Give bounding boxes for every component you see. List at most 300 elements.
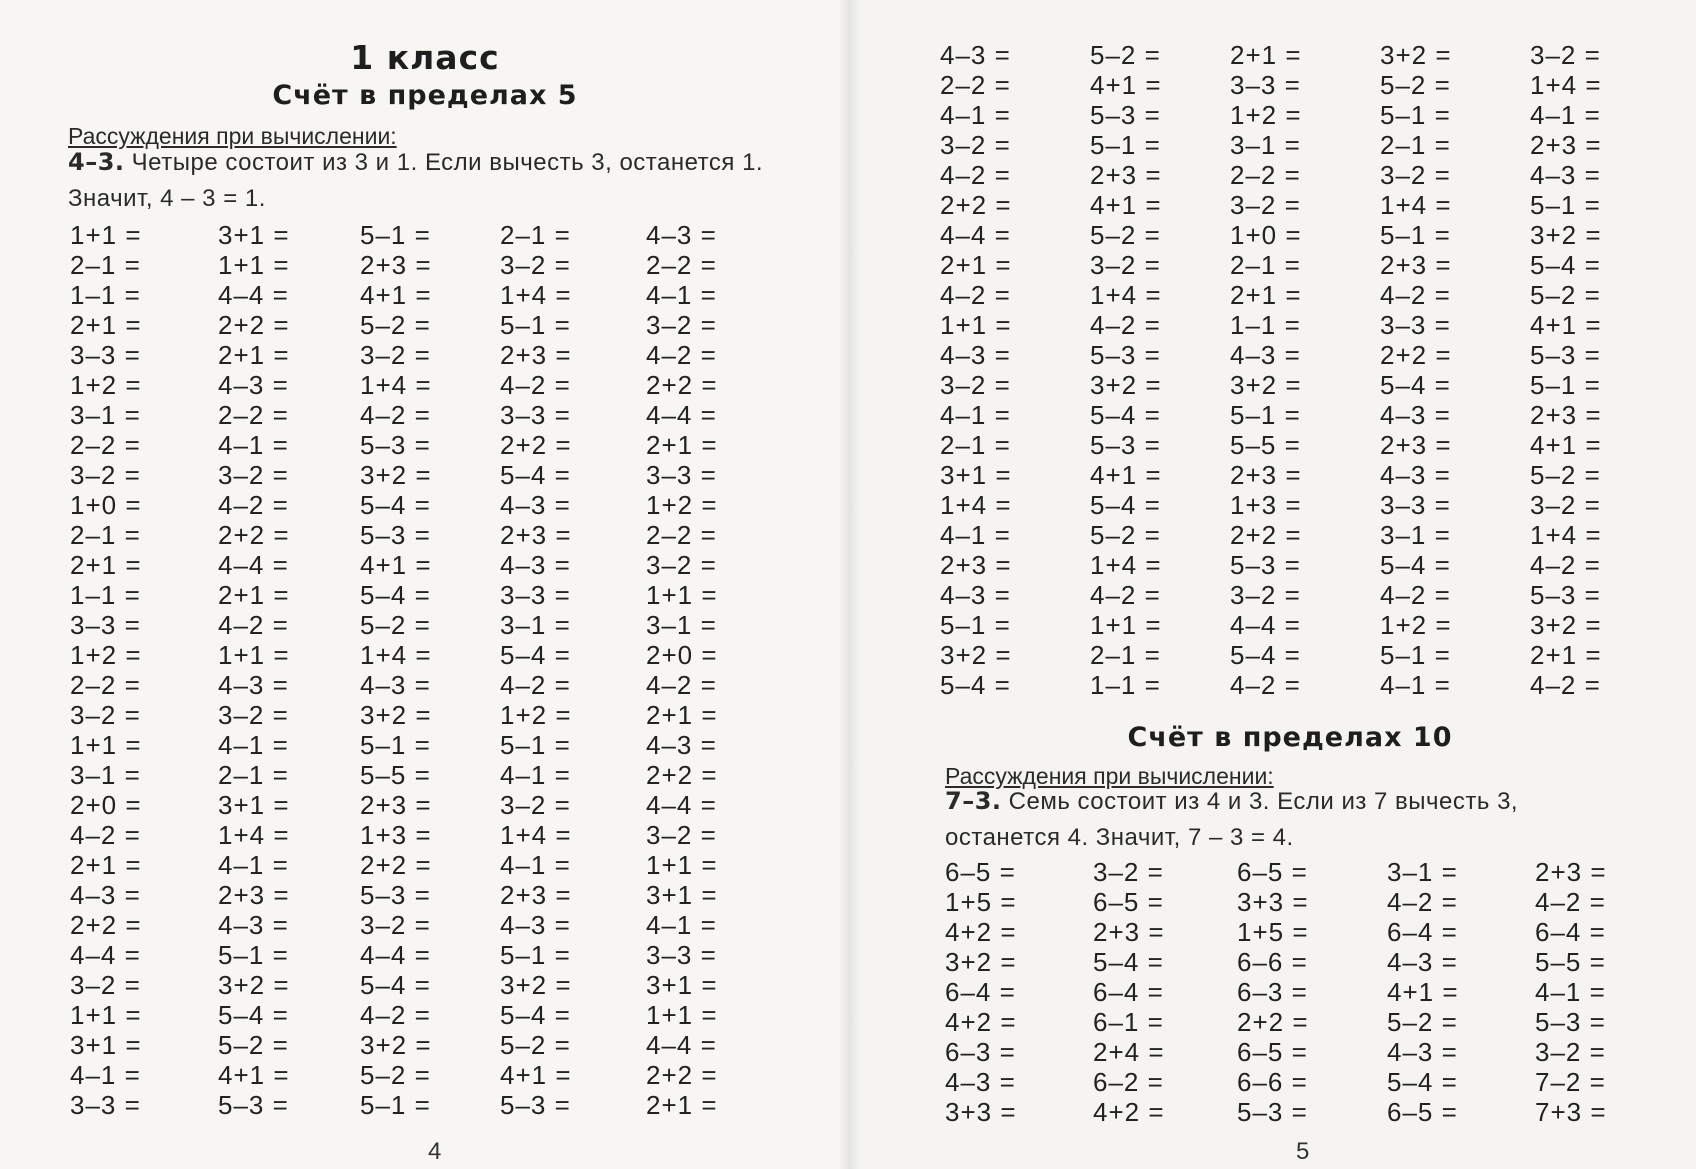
exercise-item: 2+2 = [360, 850, 432, 880]
exercise-item: 4–1 = [1380, 670, 1451, 700]
exercise-item: 1+1 = [646, 580, 718, 610]
exercise-item: 2+3 = [1530, 400, 1602, 430]
exercise-item: 3–2 = [218, 700, 289, 730]
reasoning-example [68, 144, 788, 217]
exercise-item: 4–1 = [1530, 100, 1601, 130]
exercise-item: 5–2 = [218, 1030, 289, 1060]
exercise-item: 5–4 = [1380, 550, 1451, 580]
exercise-item: 1+4 = [218, 820, 290, 850]
grade-title: 1 класс [350, 38, 500, 77]
exercise-item: 3+2 = [940, 640, 1012, 670]
exercise-item: 2–1 = [1090, 640, 1161, 670]
exercise-item: 5–1 = [500, 940, 571, 970]
exercise-item: 6–3 = [945, 1037, 1016, 1067]
exercise-item: 3–3 = [646, 940, 717, 970]
exercise-item: 1+1 = [70, 1000, 142, 1030]
exercise-item: 6–1 = [1093, 1007, 1164, 1037]
exercise-item: 2+3 = [1093, 917, 1165, 947]
exercise-item: 4–2 = [1535, 887, 1606, 917]
exercise-item: 2+1 = [1230, 280, 1302, 310]
exercise-item: 5–1 = [1090, 130, 1161, 160]
exercise-item: 2–2 = [646, 250, 717, 280]
exercise-item: 3–1 = [1387, 857, 1458, 887]
exercise-item: 3–1 = [1230, 130, 1301, 160]
exercise-item: 4–2 = [1530, 670, 1601, 700]
exercise-item: 4–2 = [1380, 280, 1451, 310]
exercise-item: 5–3 = [1230, 550, 1301, 580]
exercise-item: 2+2 = [1380, 340, 1452, 370]
exercise-item: 3–2 = [1090, 250, 1161, 280]
exercise-item: 5–4 = [1380, 370, 1451, 400]
exercise-column [500, 220, 572, 1120]
exercise-item: 4–3 = [500, 910, 571, 940]
exercise-item: 5–3 = [1530, 340, 1601, 370]
exercise-item: 4+1 = [1387, 977, 1459, 1007]
exercise-item: 4–3 = [1387, 1037, 1458, 1067]
exercise-item: 5–3 = [500, 1090, 571, 1120]
exercise-item: 1–1 = [70, 580, 141, 610]
exercise-column [1387, 857, 1459, 1127]
exercise-item: 3+2 = [360, 460, 432, 490]
exercise-item: 5–4 = [1387, 1067, 1458, 1097]
exercise-column [360, 220, 432, 1120]
exercise-item: 3–2 = [360, 340, 431, 370]
exercise-item: 5–3 = [360, 880, 431, 910]
exercise-item: 4+1 = [218, 1060, 290, 1090]
exercise-item: 2+3 = [1380, 430, 1452, 460]
exercise-item: 2+3 = [1230, 460, 1302, 490]
exercise-item: 5–1 = [1530, 190, 1601, 220]
example-explanation: Четыре состоит из 3 и 1. Если вычесть 3, останется 1. Значит, 4 – 3 = 1. [68, 149, 764, 212]
exercise-item: 5–3 = [1237, 1097, 1308, 1127]
exercise-item: 2+4 = [1093, 1037, 1165, 1067]
exercise-column [940, 40, 1012, 700]
exercise-item: 5–4 = [360, 970, 431, 1000]
exercise-item: 2+1 = [70, 850, 142, 880]
exercise-item: 2+1 = [646, 430, 718, 460]
exercise-item: 4–4 = [646, 400, 717, 430]
exercise-item: 4–2 = [1230, 670, 1301, 700]
exercise-item: 1+2 = [70, 640, 142, 670]
exercise-item: 2–1 = [1230, 250, 1301, 280]
exercise-item: 3+1 = [218, 790, 290, 820]
exercise-item: 6–6 = [1237, 1067, 1308, 1097]
exercise-item: 1+4 = [1380, 190, 1452, 220]
exercise-item: 5–2 = [1530, 460, 1601, 490]
exercise-item: 5–1 = [360, 1090, 431, 1120]
exercise-item: 4–3 = [500, 550, 571, 580]
exercise-item: 3+1 = [940, 460, 1012, 490]
exercise-item: 2+3 = [1530, 130, 1602, 160]
exercise-item: 6–5 = [945, 857, 1016, 887]
exercise-column [1380, 40, 1452, 700]
exercise-item: 3–2 = [646, 310, 717, 340]
exercise-item: 4–1 = [500, 760, 571, 790]
exercise-column [1230, 40, 1302, 700]
exercise-item: 3–2 = [70, 700, 141, 730]
exercise-item: 2+2 = [940, 190, 1012, 220]
exercise-item: 2–1 = [70, 250, 141, 280]
exercise-column [646, 220, 718, 1120]
exercise-item: 4–2 = [1090, 310, 1161, 340]
exercise-item: 3–1 = [1380, 520, 1451, 550]
exercise-item: 1+1 = [940, 310, 1012, 340]
example-expression: 7–3. [945, 787, 1002, 815]
exercise-item: 2+2 = [218, 310, 290, 340]
exercise-item: 1+4 = [360, 370, 432, 400]
exercise-item: 1+4 = [1530, 70, 1602, 100]
exercise-item: 4+2 = [1093, 1097, 1165, 1127]
exercise-item: 4–3 = [646, 220, 717, 250]
exercise-item: 5–4 = [1530, 250, 1601, 280]
exercise-item: 4+1 = [360, 550, 432, 580]
exercise-item: 3–2 = [70, 970, 141, 1000]
exercise-item: 3+1 = [646, 880, 718, 910]
exercise-item: 5–1 = [940, 610, 1011, 640]
exercise-item: 3–2 = [1380, 160, 1451, 190]
exercise-item: 4–4 = [70, 940, 141, 970]
exercise-item: 2–2 = [70, 670, 141, 700]
exercise-item: 4–1 = [218, 430, 289, 460]
exercise-column [945, 857, 1017, 1127]
exercise-item: 2+3 = [940, 550, 1012, 580]
exercise-item: 1+4 = [1090, 280, 1162, 310]
exercise-column [1530, 40, 1602, 700]
exercise-item: 2+3 = [360, 790, 432, 820]
exercise-item: 2–2 = [646, 520, 717, 550]
exercise-item: 3+2 = [360, 700, 432, 730]
exercise-column [218, 220, 290, 1120]
exercise-item: 4–3 = [1230, 340, 1301, 370]
exercise-item: 3+3 = [1237, 887, 1309, 917]
exercise-item: 1+2 = [500, 700, 572, 730]
exercise-item: 5–2 = [360, 1060, 431, 1090]
exercise-item: 5–5 = [1535, 947, 1606, 977]
exercise-item: 5–3 = [360, 520, 431, 550]
exercise-item: 1+1 = [646, 850, 718, 880]
exercise-item: 5–1 = [360, 730, 431, 760]
exercise-item: 4–4 = [646, 1030, 717, 1060]
exercise-item: 2+1 = [1230, 40, 1302, 70]
exercise-item: 3+2 = [945, 947, 1017, 977]
exercise-item: 5–3 = [1530, 580, 1601, 610]
exercise-item: 5–2 = [1387, 1007, 1458, 1037]
exercise-item: 2–1 = [940, 430, 1011, 460]
reasoning-label: Рассуждения при вычислении: [68, 123, 397, 149]
exercise-item: 2–2 = [940, 70, 1011, 100]
exercise-item: 4–2 = [218, 490, 289, 520]
exercise-item: 3–3 = [646, 460, 717, 490]
exercise-item: 5–4 = [500, 640, 571, 670]
exercise-item: 2+2 = [646, 1060, 718, 1090]
exercise-item: 4–3 = [500, 490, 571, 520]
exercise-item: 4–2 = [70, 820, 141, 850]
exercise-item: 3+2 = [1230, 370, 1302, 400]
exercise-item: 4–2 = [1090, 580, 1161, 610]
exercise-item: 6–3 = [1237, 977, 1308, 1007]
exercise-item: 5–2 = [1090, 40, 1161, 70]
exercise-item: 5–1 = [1380, 100, 1451, 130]
exercise-item: 5–3 = [218, 1090, 289, 1120]
exercise-item: 3–1 = [70, 400, 141, 430]
exercise-item: 5–4 = [1093, 947, 1164, 977]
exercise-item: 3+2 = [360, 1030, 432, 1060]
exercise-item: 5–2 = [360, 610, 431, 640]
exercise-item: 4–3 = [945, 1067, 1016, 1097]
exercise-item: 2–1 = [1380, 130, 1451, 160]
exercise-item: 2+1 = [70, 310, 142, 340]
exercise-item: 1–1 = [1230, 310, 1301, 340]
exercise-item: 2+2 = [218, 520, 290, 550]
exercise-item: 3–3 = [500, 580, 571, 610]
exercise-item: 5–1 = [218, 940, 289, 970]
exercise-item: 5–1 = [500, 310, 571, 340]
exercise-item: 2+1 = [646, 700, 718, 730]
exercise-item: 3–3 = [1380, 490, 1451, 520]
exercise-item: 5–3 = [1090, 100, 1161, 130]
exercise-item: 3+2 = [1530, 610, 1602, 640]
exercise-item: 2–2 = [70, 430, 141, 460]
exercise-item: 2–1 = [70, 520, 141, 550]
exercise-item: 3+1 = [646, 970, 718, 1000]
exercise-item: 5–2 = [1090, 220, 1161, 250]
exercise-item: 5–4 = [360, 490, 431, 520]
page-number: 5 [1296, 1138, 1310, 1165]
exercise-item: 4–4 = [360, 940, 431, 970]
exercise-item: 1+0 = [70, 490, 142, 520]
exercise-item: 4+1 = [360, 280, 432, 310]
exercise-item: 2+0 = [70, 790, 142, 820]
exercise-item: 3–3 = [70, 610, 141, 640]
exercise-item: 5–2 = [500, 1030, 571, 1060]
exercise-item: 3–1 = [500, 610, 571, 640]
exercise-column [1090, 40, 1162, 700]
exercise-item: 5–1 = [1530, 370, 1601, 400]
exercise-item: 2–2 = [218, 400, 289, 430]
exercise-item: 2+3 = [218, 880, 290, 910]
exercise-item: 4–1 = [646, 280, 717, 310]
exercise-item: 4–2 = [646, 340, 717, 370]
exercise-item: 2+1 = [218, 580, 290, 610]
example-expression: 4–3. [68, 148, 125, 176]
exercise-item: 4–3 = [940, 40, 1011, 70]
exercise-item: 2+0 = [646, 640, 718, 670]
exercise-item: 3–3 = [70, 340, 141, 370]
exercise-item: 3–2 = [1230, 190, 1301, 220]
exercise-item: 7–2 = [1535, 1067, 1606, 1097]
exercise-item: 1+4 = [1530, 520, 1602, 550]
exercise-item: 2+1 = [646, 1090, 718, 1120]
exercise-item: 4–3 = [70, 880, 141, 910]
exercise-item: 2+1 = [218, 340, 290, 370]
exercise-item: 2+2 = [1237, 1007, 1309, 1037]
exercise-item: 2–1 = [500, 220, 571, 250]
exercise-item: 1+4 = [1090, 550, 1162, 580]
exercise-item: 2+3 = [1535, 857, 1607, 887]
exercise-item: 4–1 = [1535, 977, 1606, 1007]
exercise-item: 2+2 = [70, 910, 142, 940]
exercise-item: 3–2 = [940, 370, 1011, 400]
exercise-item: 3–2 = [500, 250, 571, 280]
exercise-item: 4+1 = [1090, 190, 1162, 220]
exercise-item: 3–3 = [1230, 70, 1301, 100]
exercise-item: 4–3 = [218, 370, 289, 400]
book-spine [838, 0, 860, 1169]
page-number: 4 [428, 1138, 442, 1165]
reasoning-label: Рассуждения при вычислении: [945, 763, 1274, 789]
exercise-item: 4+1 = [1090, 460, 1162, 490]
exercise-item: 3–2 = [70, 460, 141, 490]
exercise-item: 4–1 = [500, 850, 571, 880]
exercise-item: 6–5 = [1237, 1037, 1308, 1067]
exercise-item: 1+5 = [1237, 917, 1309, 947]
exercise-item: 1+1 = [646, 1000, 718, 1030]
exercise-item: 5–4 = [218, 1000, 289, 1030]
exercise-item: 4–3 = [1387, 947, 1458, 977]
exercise-item: 3–2 = [1530, 40, 1601, 70]
exercise-item: 3–2 = [1530, 490, 1601, 520]
exercise-item: 1+4 = [940, 490, 1012, 520]
exercise-item: 7+3 = [1535, 1097, 1607, 1127]
exercise-item: 4+2 = [945, 1007, 1017, 1037]
exercise-item: 6–6 = [1237, 947, 1308, 977]
exercise-item: 1+2 = [1230, 100, 1302, 130]
exercise-item: 4–3 = [218, 910, 289, 940]
exercise-item: 4+1 = [1530, 430, 1602, 460]
exercise-item: 1–1 = [70, 280, 141, 310]
exercise-item: 4–4 = [1230, 610, 1301, 640]
exercise-item: 4–2 = [1380, 580, 1451, 610]
exercise-item: 2+3 = [360, 250, 432, 280]
exercise-item: 5–3 = [360, 430, 431, 460]
exercise-item: 3+1 = [70, 1030, 142, 1060]
exercise-item: 4–3 = [218, 670, 289, 700]
exercise-item: 4–3 = [1380, 460, 1451, 490]
exercise-item: 4–2 = [1530, 550, 1601, 580]
exercise-item: 4–3 = [940, 580, 1011, 610]
exercise-column [1093, 857, 1165, 1127]
exercise-item: 4–2 = [218, 610, 289, 640]
exercise-item: 4–2 = [360, 400, 431, 430]
exercise-item: 3–2 = [646, 550, 717, 580]
exercise-item: 4–1 = [70, 1060, 141, 1090]
exercise-item: 4–2 = [940, 160, 1011, 190]
exercise-item: 1–1 = [1090, 670, 1161, 700]
exercise-item: 3–3 = [500, 400, 571, 430]
exercise-item: 4–4 = [218, 550, 289, 580]
exercise-item: 5–4 = [1090, 490, 1161, 520]
exercise-item: 2+2 = [646, 370, 718, 400]
exercise-item: 2+2 = [500, 430, 572, 460]
exercise-item: 5–4 = [1090, 400, 1161, 430]
exercise-item: 2+2 = [646, 760, 718, 790]
exercise-item: 5–1 = [360, 220, 431, 250]
exercise-item: 4–2 = [1387, 887, 1458, 917]
exercise-item: 2–2 = [1230, 160, 1301, 190]
exercise-item: 5–5 = [1230, 430, 1301, 460]
exercise-item: 6–4 = [1093, 977, 1164, 1007]
exercise-item: 4–2 = [940, 280, 1011, 310]
exercise-item: 5–3 = [1090, 430, 1161, 460]
exercise-item: 4+1 = [500, 1060, 572, 1090]
exercise-item: 6–2 = [1093, 1067, 1164, 1097]
exercise-item: 2+3 = [1380, 250, 1452, 280]
exercise-item: 4–3 = [646, 730, 717, 760]
exercise-item: 1+5 = [945, 887, 1017, 917]
exercise-item: 5–2 = [1090, 520, 1161, 550]
exercise-item: 1+3 = [360, 820, 432, 850]
exercise-item: 1+1 = [218, 250, 290, 280]
section-title-within-5: Счёт в пределах 5 [272, 80, 578, 111]
exercise-item: 6–4 = [1387, 917, 1458, 947]
exercise-item: 3–1 = [70, 760, 141, 790]
exercise-item: 1+4 = [500, 280, 572, 310]
section-title-within-10: Счёт в пределах 10 [1127, 722, 1453, 753]
exercise-item: 3–2 = [500, 790, 571, 820]
exercise-item: 6–4 = [945, 977, 1016, 1007]
exercise-item: 3+2 = [1380, 40, 1452, 70]
exercise-item: 3+3 = [945, 1097, 1017, 1127]
exercise-item: 4–4 = [940, 220, 1011, 250]
exercise-item: 1+2 = [1380, 610, 1452, 640]
exercise-column [1237, 857, 1309, 1127]
exercise-item: 5–2 = [1380, 70, 1451, 100]
exercise-item: 2+3 = [1090, 160, 1162, 190]
exercise-item: 5–1 = [1230, 400, 1301, 430]
exercise-item: 4–4 = [218, 280, 289, 310]
exercise-item: 4–1 = [218, 730, 289, 760]
exercise-item: 1+1 = [70, 730, 142, 760]
exercise-item: 5–1 = [500, 730, 571, 760]
exercise-item: 4–2 = [500, 370, 571, 400]
exercise-item: 4–4 = [646, 790, 717, 820]
exercise-item: 2–1 = [218, 760, 289, 790]
exercise-item: 4–2 = [500, 670, 571, 700]
exercise-item: 2+3 = [500, 880, 572, 910]
exercise-item: 4–2 = [360, 1000, 431, 1030]
exercise-item: 6–5 = [1387, 1097, 1458, 1127]
exercise-item: 4–3 = [1530, 160, 1601, 190]
exercise-item: 3+2 = [218, 970, 290, 1000]
exercise-column [1535, 857, 1607, 1127]
exercise-item: 5–2 = [1530, 280, 1601, 310]
exercise-item: 4–1 = [940, 100, 1011, 130]
exercise-item: 5–3 = [1535, 1007, 1606, 1037]
exercise-item: 5–4 = [500, 460, 571, 490]
exercise-item: 5–5 = [360, 760, 431, 790]
exercise-item: 4–1 = [940, 520, 1011, 550]
exercise-item: 1+0 = [1230, 220, 1302, 250]
exercise-item: 3+2 = [500, 970, 572, 1000]
exercise-item: 5–4 = [1230, 640, 1301, 670]
exercise-item: 4+2 = [945, 917, 1017, 947]
exercise-item: 3–1 = [646, 610, 717, 640]
example-explanation: Семь состоит из 4 и 3. Если из 7 вычесть 3, останется 4. Значит, 7 – 3 = 4. [945, 788, 1519, 851]
exercise-item: 4–3 = [360, 670, 431, 700]
exercise-item: 3+2 = [1090, 370, 1162, 400]
exercise-item: 5–4 = [360, 580, 431, 610]
exercise-item: 5–2 = [360, 310, 431, 340]
exercise-item: 3–3 = [1380, 310, 1451, 340]
exercise-item: 3–2 = [646, 820, 717, 850]
exercise-item: 6–4 = [1535, 917, 1606, 947]
exercise-item: 3+1 = [218, 220, 290, 250]
exercise-item: 1+3 = [1230, 490, 1302, 520]
exercise-item: 3–2 = [360, 910, 431, 940]
exercise-item: 1+2 = [70, 370, 142, 400]
exercise-item: 5–1 = [1380, 220, 1451, 250]
exercise-item: 1+1 = [1090, 610, 1162, 640]
